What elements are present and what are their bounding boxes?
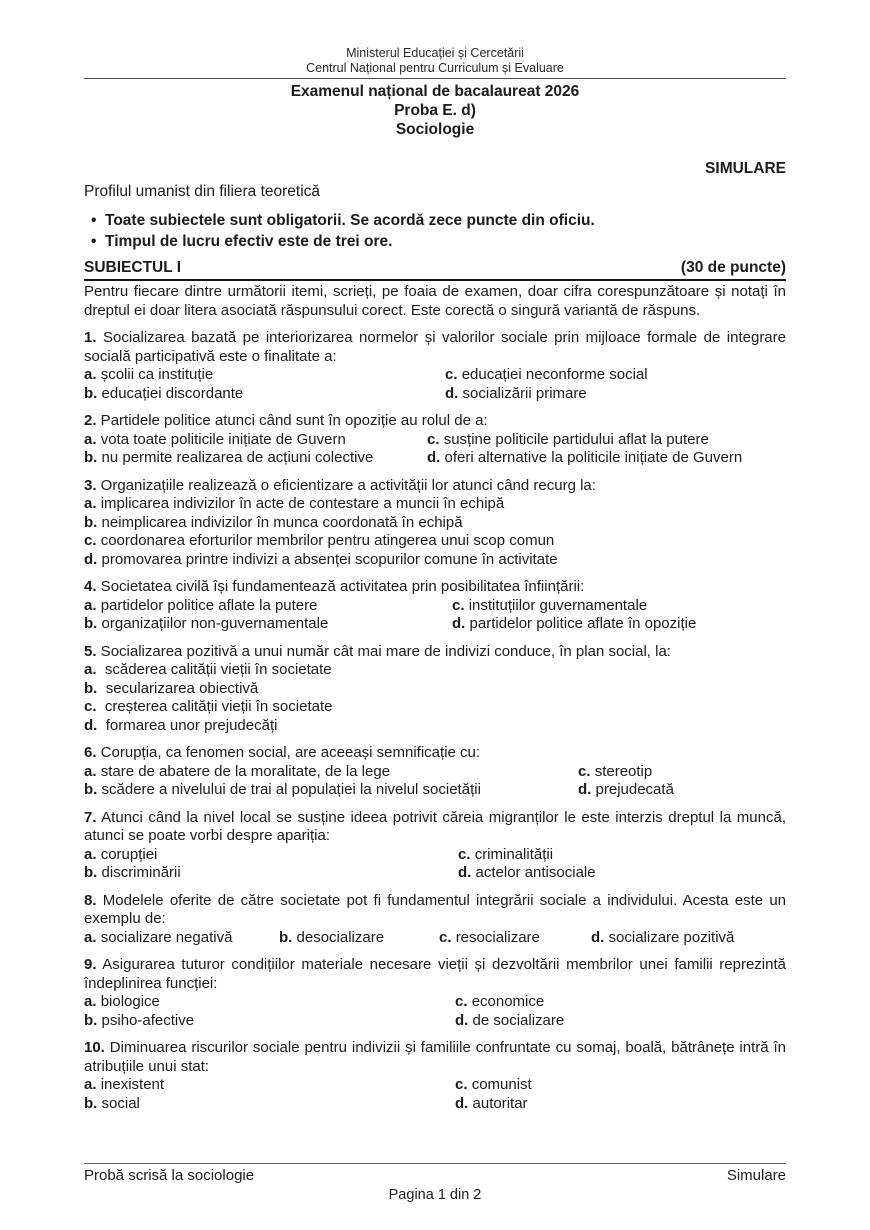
option-letter: b.	[84, 679, 98, 697]
exam-rules	[84, 210, 786, 252]
question-block	[84, 412, 786, 468]
option-row	[84, 846, 786, 865]
option	[84, 864, 458, 883]
option	[84, 680, 258, 699]
option	[279, 929, 384, 948]
footer-row	[84, 1166, 786, 1185]
option	[84, 449, 427, 468]
question-stem	[84, 329, 786, 366]
option-row	[84, 551, 786, 570]
option-letter: b.	[279, 928, 293, 946]
question-stem	[84, 643, 786, 662]
footer-left: Probă scrisă la sociologie	[84, 1167, 255, 1184]
section-title: SUBIECTUL I	[84, 259, 182, 276]
option-row	[84, 514, 786, 533]
option-row	[84, 993, 786, 1012]
exam-title: Examenul național de bacalaureat 2026	[290, 83, 580, 100]
footer-right: Simulare	[726, 1167, 786, 1184]
question-text: Corupția, ca fenomen social, are aceeași semnificație cu:	[96, 744, 481, 761]
option-letter: d.	[427, 449, 441, 466]
option-letter: a.	[84, 845, 97, 863]
question-number: 9.	[84, 956, 97, 973]
question-text: Asigurarea tuturor condițiilor materiale necesare vieții și dezvoltării membrilor unei familii reprezintă îndeplinirea funcției:	[84, 956, 786, 992]
option-letter: d.	[458, 864, 472, 881]
option-letter: a.	[84, 993, 97, 1010]
option	[452, 597, 647, 616]
option-letter: d.	[578, 781, 592, 798]
section-points: (30 de puncte)	[680, 259, 786, 276]
option-text: stare de abatere de la moralitate, de la lege	[100, 762, 391, 780]
option-text: scădere a nivelului de trai al populației la nivelul societății	[101, 781, 481, 798]
option	[84, 495, 504, 514]
question-stem	[84, 892, 786, 929]
option	[84, 993, 455, 1012]
option-text: coordonarea eforturilor membrilor pentru atingerea unui scop comun	[100, 532, 555, 549]
option-letter: c.	[427, 430, 440, 448]
question-block	[84, 956, 786, 1030]
question-number: 6.	[84, 744, 97, 761]
question-text: Organizațiile realizează o eficientizare a activității lor atunci când recurg la:	[96, 476, 596, 494]
option-text: formarea unor prejudecăți	[105, 716, 278, 734]
option-letter: b.	[84, 1011, 98, 1029]
option	[84, 1076, 455, 1095]
option-text: prejudecată	[595, 781, 674, 798]
option	[427, 431, 709, 450]
option	[591, 929, 734, 948]
option-row	[84, 449, 786, 468]
option-letter: b.	[84, 864, 98, 881]
exam-proba: Proba E. d)	[394, 102, 476, 119]
option	[84, 597, 452, 616]
question-number: 3.	[84, 476, 97, 494]
option-text: partidelor politice aflate în opoziție	[469, 615, 697, 632]
question-number: 10.	[84, 1039, 105, 1056]
question-stem	[84, 1039, 786, 1076]
option-text: educației neconforme social	[461, 366, 648, 383]
option-text: social	[101, 1094, 140, 1112]
question-text: Diminuarea riscurilor sociale pentru indivizii și familiile confruntate cu somaj, boală, bătrânețe intră în atribuțiile unui stat:	[84, 1039, 786, 1075]
question-number: 7.	[84, 808, 97, 826]
option	[455, 1095, 528, 1114]
option	[458, 846, 553, 865]
option-text: criminalității	[474, 845, 554, 863]
option-row	[84, 495, 786, 514]
option	[458, 864, 596, 883]
question-text: Socializarea pozitivă a unui număr cât mai mare de indivizi conduce, în plan social, la:	[96, 642, 671, 660]
option-row	[84, 597, 786, 616]
option	[84, 717, 277, 736]
option-text: promovarea printre indivizi a absenței scopurilor comune în activitate	[101, 550, 558, 568]
option-letter: c.	[455, 1076, 468, 1093]
option-row	[84, 1095, 786, 1114]
option-letter: b.	[84, 615, 98, 632]
option-text: inexistent	[100, 1076, 165, 1093]
option-text: neimplicarea indivizilor în munca coordonată în echipă	[101, 513, 463, 531]
question-text: Atunci când la nivel local se susține ideea potrivit căreia migranților le este interzis dreptul la muncă, atunci se poate vorbi despre apariția:	[84, 808, 786, 844]
option-text: discriminării	[101, 864, 181, 881]
option-text: școlii ca instituție	[100, 366, 214, 383]
option-text: oferi alternative la politicile inițiate de Guvern	[444, 449, 743, 466]
option-row	[84, 763, 786, 782]
option-text: socializării primare	[462, 384, 587, 402]
option-text: nu permite realizarea de acțiuni colective	[101, 449, 374, 466]
option-letter: b.	[84, 781, 98, 798]
option-row	[84, 1076, 786, 1095]
rule-item	[84, 210, 786, 231]
option-letter: b.	[84, 513, 98, 531]
question-text: Partidele politice atunci când sunt în opoziție au rolul de a:	[96, 412, 488, 429]
question-number: 5.	[84, 642, 97, 660]
option-letter: d.	[445, 384, 459, 402]
option-letter: c.	[455, 993, 468, 1010]
ministry-line-1: Ministerul Educației și Cercetării	[346, 46, 524, 60]
option-text: autoritar	[472, 1094, 528, 1112]
question-number: 2.	[84, 412, 97, 429]
option-text: biologice	[100, 993, 160, 1010]
option	[84, 532, 554, 551]
option-row	[84, 1012, 786, 1031]
option	[452, 615, 696, 634]
option-letter: a.	[84, 495, 97, 512]
option	[439, 929, 540, 948]
option-letter: c.	[84, 532, 97, 549]
option-letter: d.	[84, 550, 98, 568]
option-text: stereotip	[594, 762, 653, 780]
option-letter: a.	[84, 762, 97, 780]
page-number: Pagina 1 din 2	[388, 1187, 482, 1203]
question-number: 1.	[84, 329, 97, 346]
question-number: 4.	[84, 578, 97, 595]
option	[427, 449, 742, 468]
option	[84, 661, 332, 680]
ministry-line-2: Centrul Național pentru Curriculum și Evaluare	[306, 61, 564, 75]
option-text: scăderea calității vieții în societate	[104, 661, 332, 678]
option	[578, 781, 674, 800]
question-block	[84, 744, 786, 800]
option-text: secularizarea obiectivă	[105, 679, 259, 697]
option-letter: a.	[84, 596, 97, 614]
option-text: instituțiilor guvernamentale	[468, 596, 648, 614]
header-divider	[84, 78, 786, 79]
option-text: socializare negativă	[100, 928, 233, 946]
option-row	[84, 864, 786, 883]
page-footer	[84, 1163, 786, 1204]
questions	[84, 329, 786, 1113]
option-letter: b.	[84, 384, 98, 402]
option	[84, 698, 332, 717]
option-letter: a.	[84, 430, 97, 448]
section-header	[84, 258, 786, 281]
question-stem	[84, 578, 786, 597]
option-text: educației discordante	[101, 384, 244, 402]
option-letter: a.	[84, 928, 97, 946]
option-row	[84, 532, 786, 551]
option-letter: b.	[84, 449, 98, 466]
section-instructions: Pentru fiecare dintre următorii itemi, scrieți, pe foaia de examen, doar cifra corespunzătoare și notați în dreptul ei doar litera asociată răspunsului corect. Este corectă o singură variantă de răspuns.	[84, 283, 786, 319]
option	[84, 514, 463, 533]
question-text: Societatea civilă își fundamentează activitatea prin posibilitatea înființării:	[96, 578, 585, 595]
bullet-icon: •	[91, 233, 97, 250]
option-text: corupției	[100, 845, 158, 863]
option-letter: c.	[445, 366, 458, 383]
simulare-label: SIMULARE	[705, 160, 786, 177]
option-letter: a.	[84, 366, 97, 383]
option-letter: c.	[439, 928, 452, 946]
option-letter: c.	[84, 698, 97, 715]
bullet-icon: •	[91, 212, 97, 229]
option	[84, 366, 445, 385]
document-page	[84, 46, 786, 1122]
option-letter: d.	[455, 1094, 469, 1112]
option-text: implicarea indivizilor în acte de contestare a muncii în echipă	[100, 495, 505, 512]
option-letter: c.	[458, 845, 471, 863]
option-row	[84, 366, 786, 385]
option-letter: a.	[84, 661, 97, 678]
question-block	[84, 1039, 786, 1113]
option-text: de socializare	[472, 1011, 565, 1029]
question-block	[84, 809, 786, 883]
option-text: actelor antisociale	[475, 864, 596, 881]
option-text: desocializare	[296, 928, 385, 946]
option-letter: a.	[84, 1076, 97, 1093]
option-text: susține politicile partidului aflat la putere	[443, 430, 709, 448]
rule-item	[84, 231, 786, 252]
option-letter: b.	[84, 1094, 98, 1112]
option-row	[84, 385, 786, 404]
question-block	[84, 643, 786, 736]
option	[84, 385, 445, 404]
profile-line: Profilul umanist din filiera teoretică	[84, 183, 321, 200]
option-row	[84, 615, 786, 634]
footer-divider	[84, 1163, 786, 1164]
option-text: partidelor politice aflate la putere	[100, 596, 318, 614]
option	[445, 366, 648, 385]
option	[84, 1012, 455, 1031]
option-row	[84, 680, 786, 699]
option-row	[84, 781, 786, 800]
option-row	[84, 929, 786, 948]
question-stem	[84, 809, 786, 846]
option-text: vota toate politicile inițiate de Guvern	[100, 430, 346, 448]
option-text: socializare pozitivă	[608, 928, 735, 946]
option	[445, 385, 587, 404]
option	[84, 763, 578, 782]
option-text: creșterea calității vieții în societate	[104, 698, 333, 715]
option	[84, 615, 452, 634]
option	[455, 993, 544, 1012]
question-block	[84, 578, 786, 634]
option-row	[84, 661, 786, 680]
option	[578, 763, 652, 782]
option	[84, 846, 458, 865]
option-row	[84, 717, 786, 736]
option	[84, 431, 427, 450]
option-row	[84, 698, 786, 717]
option-letter: c.	[452, 596, 465, 614]
option-letter: d.	[455, 1011, 469, 1029]
option-letter: d.	[84, 716, 98, 734]
question-text: Modelele oferite de către societate pot fi fundamentul integrării sociale a individului. Acesta este un exemplu de:	[84, 891, 786, 927]
question-stem	[84, 744, 786, 763]
option-row	[84, 431, 786, 450]
option-text: organizațiilor non-guvernamentale	[101, 615, 329, 632]
question-stem	[84, 477, 786, 496]
option	[455, 1012, 564, 1031]
option	[84, 929, 232, 948]
question-number: 8.	[84, 891, 97, 909]
option-letter: c.	[578, 762, 591, 780]
option-text: comunist	[471, 1076, 532, 1093]
question-stem	[84, 412, 786, 431]
option	[84, 551, 558, 570]
option	[455, 1076, 532, 1095]
question-block	[84, 477, 786, 570]
option-text: resocializare	[455, 928, 540, 946]
exam-subject: Sociologie	[395, 121, 475, 138]
option-letter: d.	[591, 928, 605, 946]
rule-text: Toate subiectele sunt obligatorii. Se acordă zece puncte din oficiu.	[105, 212, 595, 229]
question-stem	[84, 956, 786, 993]
question-block	[84, 329, 786, 403]
question-block	[84, 892, 786, 948]
question-text: Socializarea bazată pe interiorizarea normelor și valorilor sociale prin mijloace formale de integrare socială participativă este o finalitate a:	[84, 329, 786, 365]
rule-text: Timpul de lucru efectiv este de trei ore.	[105, 233, 393, 250]
option	[84, 1095, 455, 1114]
option-text: psiho-afective	[101, 1011, 195, 1029]
option-letter: d.	[452, 615, 466, 632]
option	[84, 781, 578, 800]
option-text: economice	[471, 993, 545, 1010]
